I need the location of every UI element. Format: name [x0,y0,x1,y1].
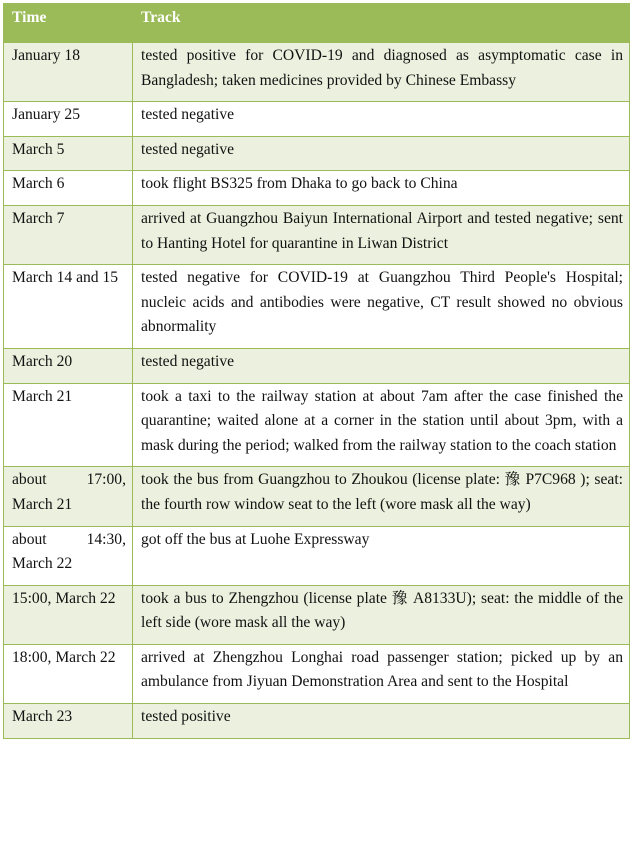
table-row [4,171,630,206]
track-cell: arrived at Zhengzhou Longhai road passenger station; picked up by an ambulance from Jiyuan Demonstration Area and sent to the Hospital [133,644,630,703]
time-cell: January 18 [4,43,133,102]
time-column-header: Time [4,4,133,43]
time-cell: March 14 and 15 [4,265,133,349]
track-cell: arrived at Guangzhou Baiyun International Airport and tested negative; sent to Hanting Hotel for quarantine in Liwan District [133,205,630,264]
time-cell: about 17:00, March 21 [4,467,133,526]
table-row [4,136,630,171]
time-cell: March 6 [4,171,133,206]
track-cell: tested negative for COVID-19 at Guangzhou Third People's Hospital; nucleic acids and antibodies were negative, CT result showed no obvious abnormality [133,265,630,349]
track-cell: tested negative [133,102,630,137]
track-cell: tested positive for COVID-19 and diagnosed as asymptomatic case in Bangladesh; taken medicines provided by Chinese Embassy [133,43,630,102]
track-cell: tested positive [133,704,630,739]
time-cell: 18:00, March 22 [4,644,133,703]
time-cell: 15:00, March 22 [4,585,133,644]
table-row [4,585,630,644]
table-row [4,205,630,264]
track-cell: got off the bus at Luohe Expressway [133,526,630,585]
time-cell: March 7 [4,205,133,264]
table-row [4,526,630,585]
table-row [4,348,630,383]
track-cell: tested negative [133,136,630,171]
track-cell: took a taxi to the railway station at about 7am after the case finished the quarantine; waited alone at a corner in the station until about 3pm, with a mask during the period; walked from the railway station to the coach station [133,383,630,467]
time-cell: January 25 [4,102,133,137]
track-cell: tested negative [133,348,630,383]
time-cell: March 5 [4,136,133,171]
table-row [4,644,630,703]
timeline-table [3,3,630,739]
table-header-row [4,4,630,43]
time-cell: March 21 [4,383,133,467]
table-row [4,265,630,349]
track-cell: took the bus from Guangzhou to Zhoukou (license plate: 豫 P7C968 ); seat: the fourth row window seat to the left (wore mask all the way) [133,467,630,526]
table-row [4,704,630,739]
table-row [4,383,630,467]
time-cell: March 20 [4,348,133,383]
track-column-header: Track [133,4,630,43]
table-row [4,43,630,102]
table-row [4,467,630,526]
track-cell: took flight BS325 from Dhaka to go back to China [133,171,630,206]
time-cell: about 14:30, March 22 [4,526,133,585]
time-cell: March 23 [4,704,133,739]
table-row [4,102,630,137]
track-cell: took a bus to Zhengzhou (license plate 豫 A8133U); seat: the middle of the left side (wore mask all the way) [133,585,630,644]
